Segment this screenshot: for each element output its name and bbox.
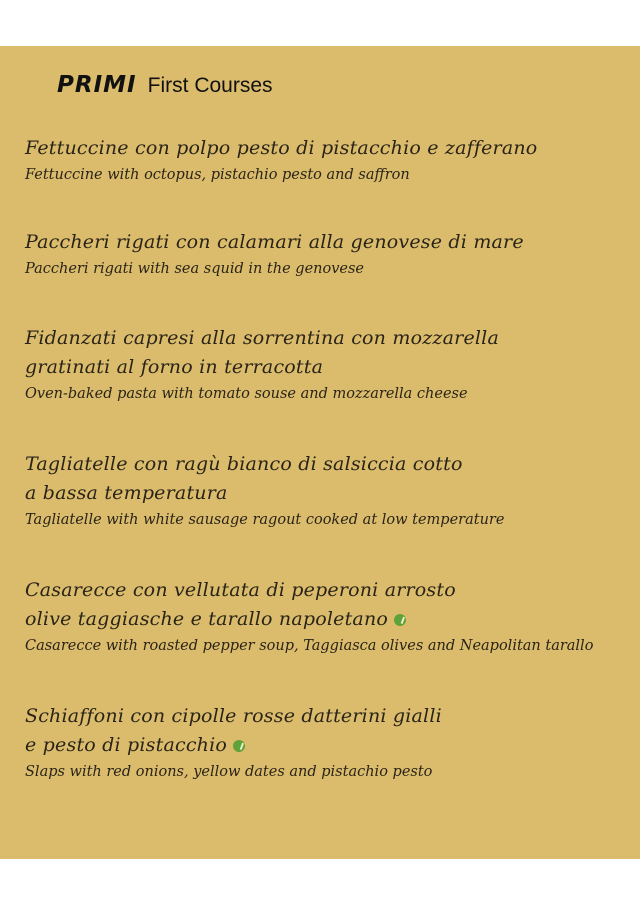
dish-name-line: Paccheri rigati con calamari alla genovese di mare [25,231,524,253]
section-title-english: First Courses [147,74,273,97]
section-title-italian: PRIMI [57,72,137,98]
dish-translation: Paccheri rigati with sea squid in the genovese [25,261,365,277]
dish-name [25,450,620,508]
dish-name [25,228,620,257]
dish-item [25,134,620,186]
dish-name [25,134,620,163]
dish-name-line: a bassa temperatura [25,482,228,504]
dish-name-line: Casarecce con vellutata di peperoni arrosto [25,579,456,601]
dish-name-line: Fidanzati capresi alla sorrentina con mozzarella [25,327,499,349]
dish-translation: Casarecce with roasted pepper soup, Taggiasca olives and Neapolitan tarallo [25,638,594,654]
dish-item [25,702,620,783]
dish-item [25,450,620,531]
section-header [57,72,273,98]
dish-translation: Tagliatelle with white sausage ragout cooked at low temperature [25,512,505,528]
dish-translation: Fettuccine with octopus, pistachio pesto and saffron [25,167,410,183]
dish-name-line: Tagliatelle con ragù bianco di salsiccia cotto [25,453,463,475]
dish-name [25,702,620,760]
dish-translation: Oven-baked pasta with tomato souse and mozzarella cheese [25,386,468,402]
dish-item [25,228,620,280]
leaf-icon [394,614,406,626]
menu-page [0,46,640,859]
dish-name-line: gratinati al forno in terracotta [25,356,324,378]
leaf-icon [233,740,245,752]
dish-item [25,324,620,405]
dish-name [25,324,620,382]
dish-name-line: olive taggiasche e tarallo napoletano [25,608,389,630]
dish-name [25,576,620,634]
dish-translation: Slaps with red onions, yellow dates and pistachio pesto [25,764,433,780]
dish-name-line: e pesto di pistacchio [25,734,228,756]
dish-item [25,576,620,657]
dish-name-line: Fettuccine con polpo pesto di pistacchio e zafferano [25,137,538,159]
dish-name-line: Schiaffoni con cipolle rosse datterini gialli [25,705,442,727]
